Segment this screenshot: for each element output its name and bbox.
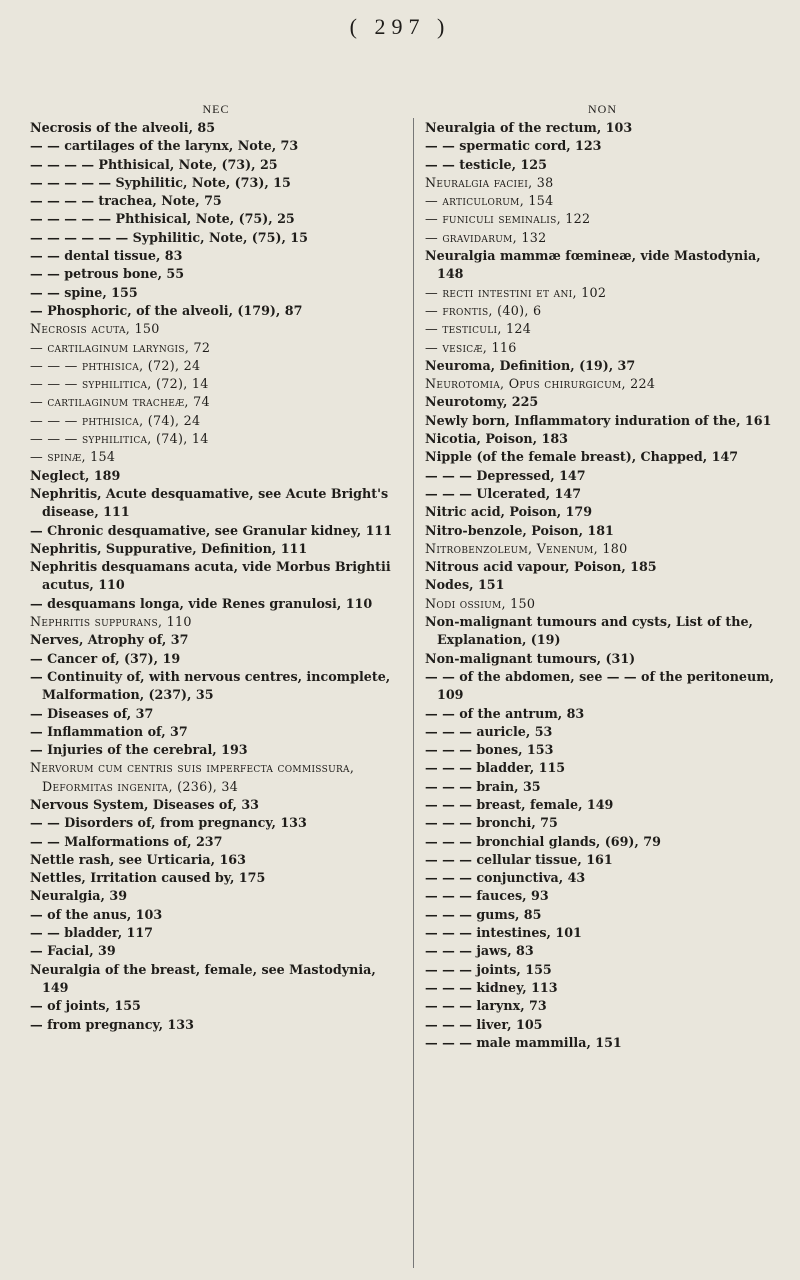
index-entry: — — — male mammilla, 151	[425, 1034, 622, 1050]
index-entry: Neurotomy, 225	[425, 394, 539, 410]
index-entry: — Phosphoric, of the alveoli, (179), 87	[30, 302, 303, 318]
index-entry: Newly born, Inflammatory induration of the, 161	[425, 412, 772, 428]
index-entry: — of joints, 155	[30, 998, 141, 1014]
index-entry: — — — larynx, 73	[425, 998, 547, 1014]
index-entry: Nettle rash, see Urticaria, 163	[30, 851, 246, 867]
index-entry: Nitro-benzole, Poison, 181	[425, 522, 614, 538]
index-entry: Neuroma, Definition, (19), 37	[425, 357, 636, 373]
index-entry: Non-malignant tumours, (31)	[425, 650, 636, 666]
index-entry: — — — — — — Syphilitic, Note, (75), 15	[30, 229, 308, 245]
index-entry: — recti intestini et ani, 102	[425, 284, 607, 300]
index-entry: — — of the antrum, 83	[425, 705, 585, 721]
index-entry: Nerves, Atrophy of, 37	[30, 632, 189, 648]
page-number: ( 297 )	[349, 14, 451, 39]
index-entry: — — — bronchi, 75	[425, 815, 558, 831]
index-entry: — articulorum, 154	[425, 193, 554, 209]
index-entry: — cartilaginum laryngis, 72	[30, 339, 211, 355]
index-entry: Neuralgia of the rectum, 103	[425, 120, 633, 135]
index-entry: Necrosis of the alveoli, 85	[30, 120, 216, 135]
index-entry: — Facial, 39	[30, 943, 116, 959]
index-entry: — — — auricle, 53	[425, 723, 553, 739]
index-entry: — — dental tissue, 83	[30, 248, 183, 264]
index-entry: Necrosis acuta, 150	[30, 321, 160, 337]
index-entry: — Injuries of the cerebral, 193	[30, 742, 248, 758]
index-entry: Nipple (of the female breast), Chapped, 147	[425, 449, 739, 465]
index-entry: — — — kidney, 113	[425, 979, 558, 995]
index-entry: — — — breast, female, 149	[425, 796, 614, 812]
index-entry: — — — — trachea, Note, 75	[30, 193, 222, 209]
index-entry: — — testicle, 125	[425, 156, 547, 172]
index-entry: — — — bronchial glands, (69), 79	[425, 833, 661, 849]
index-entry: Nephritis, Suppurative, Definition, 111	[30, 540, 308, 556]
index-entry: — Inflammation of, 37	[30, 723, 188, 739]
index-entry: Nitric acid, Poison, 179	[425, 504, 593, 520]
right-column-head: NON	[588, 102, 617, 116]
index-entry: Nodi ossium, 150	[425, 595, 536, 611]
index-entry: — funiculi seminalis, 122	[425, 211, 591, 227]
index-entry: Nephritis suppurans, 110	[30, 614, 192, 630]
column-divider	[413, 118, 414, 1268]
index-entry: — — — cellular tissue, 161	[425, 851, 613, 867]
index-entry: — from pregnancy, 133	[30, 1016, 194, 1032]
index-entry: — — — syphilitica, (74), 14	[30, 431, 209, 447]
index-entry: Neglect, 189	[30, 467, 121, 483]
index-entry: — — — phthisica, (74), 24	[30, 412, 201, 428]
index-entry: Nervorum cum centris suis imperfecta commissura, Deformitas ingenita, (236), 34	[30, 760, 355, 794]
index-entry: — — — jaws, 83	[425, 943, 534, 959]
index-entry: — Diseases of, 37	[30, 705, 154, 721]
index-entry: Nervous System, Diseases of, 33	[30, 796, 260, 812]
index-entry: — — cartilages of the larynx, Note, 73	[30, 138, 299, 154]
index-entry: — — — — — Phthisical, Note, (75), 25	[30, 211, 295, 227]
index-entry: — of the anus, 103	[30, 906, 163, 922]
index-entry: — testiculi, 124	[425, 321, 532, 337]
index-entry: — — — joints, 155	[425, 961, 552, 977]
index-entry: — — spine, 155	[30, 284, 138, 300]
index-entry: — — — phthisica, (72), 24	[30, 357, 201, 373]
left-column	[30, 102, 402, 1034]
index-entry: — — — intestines, 101	[425, 925, 582, 941]
index-entry: Neuralgia of the breast, female, see Mastodynia, 149	[30, 961, 376, 995]
index-entry: — — petrous bone, 55	[30, 266, 185, 282]
index-entry: Nitrous acid vapour, Poison, 185	[425, 559, 657, 575]
index-entry: — — bladder, 117	[30, 925, 154, 941]
index-entry: Neurotomia, Opus chirurgicum, 224	[425, 376, 656, 392]
index-entry: — frontis, (40), 6	[425, 302, 542, 318]
index-entry: — — — Ulcerated, 147	[425, 485, 582, 501]
index-entry: — Cancer of, (37), 19	[30, 650, 181, 666]
index-entry: — — — liver, 105	[425, 1016, 543, 1032]
index-entry: Neuralgia faciei, 38	[425, 174, 554, 190]
index-entry: — Chronic desquamative, see Granular kidney, 111	[30, 522, 393, 538]
index-entry: Nodes, 151	[425, 577, 505, 593]
index-entry: — — — — — Syphilitic, Note, (73), 15	[30, 174, 291, 190]
index-entry: — spinæ, 154	[30, 449, 116, 465]
index-entry: Neuralgia, 39	[30, 888, 128, 904]
index-entry: — — — Depressed, 147	[425, 467, 586, 483]
index-entry: — Continuity of, with nervous centres, incomplete, Malformation, (237), 35	[30, 668, 391, 703]
left-column-head: NEC	[202, 102, 230, 116]
index-entry: — cartilaginum tracheæ, 74	[30, 394, 210, 410]
index-entry: — — spermatic cord, 123	[425, 138, 602, 154]
index-entry: — — — brain, 35	[425, 778, 541, 794]
index-entry: Nitrobenzoleum, Venenum, 180	[425, 540, 628, 556]
index-entry: — — Malformations of, 237	[30, 833, 223, 849]
index-entry: — — — — Phthisical, Note, (73), 25	[30, 156, 278, 172]
index-entry: — — — syphilitica, (72), 14	[30, 376, 209, 392]
index-entry: — — — gums, 85	[425, 906, 542, 922]
index-entry: — — — conjunctiva, 43	[425, 870, 586, 886]
index-entry: Nettles, Irritation caused by, 175	[30, 870, 266, 886]
index-entry: Neuralgia mammæ fœmineæ, vide Mastodynia, 148	[425, 248, 761, 282]
index-entry: — — — fauces, 93	[425, 888, 549, 904]
index-entry: — — Disorders of, from pregnancy, 133	[30, 815, 307, 831]
index-entry: — — — bones, 153	[425, 742, 554, 758]
right-entries	[425, 119, 780, 1052]
index-entry: — — — bladder, 115	[425, 760, 566, 776]
index-entry: Nicotia, Poison, 183	[425, 431, 568, 447]
index-entry: — — of the abdomen, see — — of the peritoneum, 109	[425, 668, 775, 703]
index-entry: Nephritis, Acute desquamative, see Acute Bright's disease, 111	[30, 485, 389, 520]
index-entry: — gravidarum, 132	[425, 229, 547, 245]
right-column	[425, 102, 780, 1052]
index-entry: Nephritis desquamans acuta, vide Morbus Brightii acutus, 110	[30, 559, 391, 593]
index-entry: Non-malignant tumours and cysts, List of the, Explanation, (19)	[425, 614, 753, 648]
index-entry: — desquamans longa, vide Renes granulosi, 110	[30, 595, 373, 611]
left-entries	[30, 119, 402, 1034]
index-entry: — vesicæ, 116	[425, 339, 517, 355]
